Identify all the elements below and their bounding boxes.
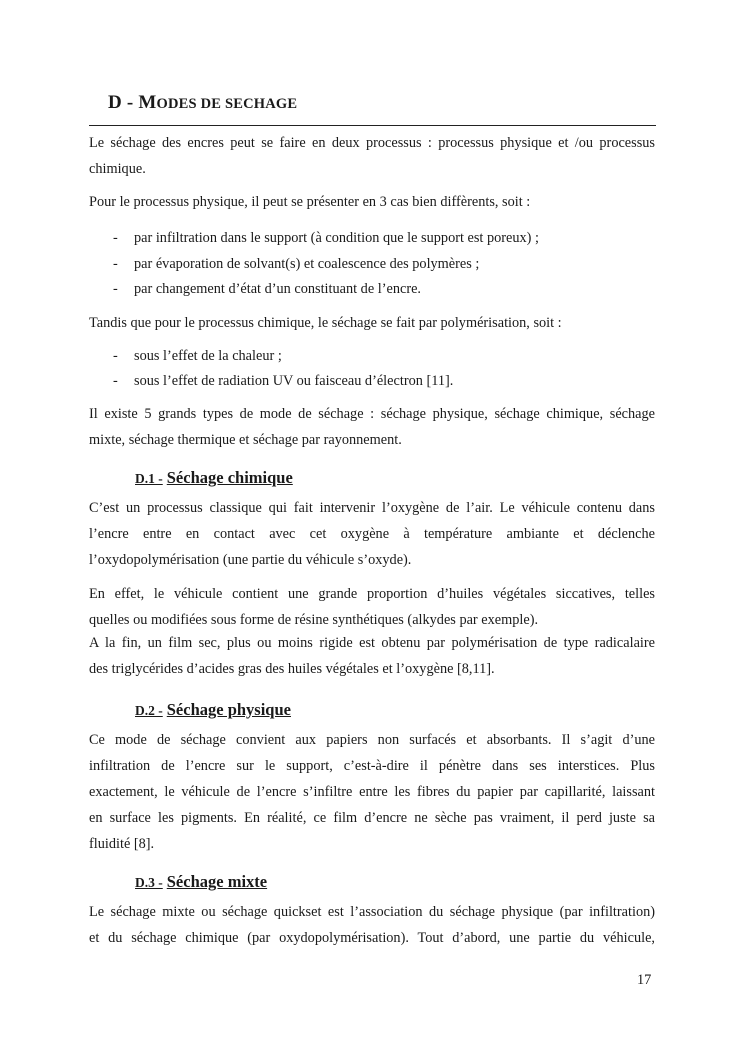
d2-line-4: en surface les pigments. En réalité, ce film d’encre ne sèche pas vraiment, il perd juste sa [89,810,655,826]
list-item: - sous l’effet de radiation UV ou faisceau d’électron [11]. [113,373,454,389]
d1-line-6: A la fin, un film sec, plus ou moins rigide est obtenu par polymérisation de type radicalaire [89,635,655,651]
subsection-heading-d3 [135,872,267,892]
d1-line-7: des triglycérides d’acides gras des huiles végétales et l’oxygène [8,11]. [89,661,495,677]
d1-line-4: En effet, le véhicule contient une grande proportion d’huiles végétales siccatives, telles [89,586,655,602]
subsection-heading-d1 [135,468,293,488]
list-item: - sous l’effet de la chaleur ; [113,348,282,364]
list-item: - par évaporation de solvant(s) et coalescence des polymères ; [113,256,480,272]
d2-line-3: exactement, le véhicule de l’encre s’infiltre entre les fibres du papier par capillarité, laissant [89,784,655,800]
intro-line-1: Le séchage des encres peut se faire en deux processus : processus physique et /ou processus [89,135,655,151]
types-line-1: Il existe 5 grands types de mode de séchage : séchage physique, séchage chimique, séchage [89,406,655,422]
section-title [108,92,297,114]
d1-line-2: l’encre entre en contact avec cet oxygène à température ambiante et déclenche [89,526,655,542]
d2-line-5: fluidité [8]. [89,836,155,852]
d2-line-2: infiltration de l’encre sur le support, c’est-à-dire il pénètre dans ses interstices. Plus [89,758,655,774]
section-letter: D - [108,92,134,113]
title-underline [89,125,656,126]
physique-intro: Pour le processus physique, il peut se présenter en 3 cas bien diffèrents, soit : [89,194,531,210]
types-line-2: mixte, séchage thermique et séchage par rayonnement. [89,432,402,448]
d1-line-1: C’est un processus classique qui fait intervenir l’oxygène de l’air. Le véhicule contenu dans [89,500,655,516]
intro-line-2: chimique. [89,161,146,177]
d2-line-1: Ce mode de séchage convient aux papiers non surfacés et absorbants. Il s’agit d’une [89,732,655,748]
d1-line-3: l’oxydopolymérisation (une partie du véhicule s’oxyde). [89,552,412,568]
list-item: - par infiltration dans le support (à condition que le support est poreux) ; [113,230,539,246]
subsection-title: Séchage physique [166,700,291,719]
page-number: 17 [637,972,652,988]
d1-line-5: quelles ou modifiées sous forme de résine synthétiques (alkydes par exemple). [89,612,539,628]
d3-line-1: Le séchage mixte ou séchage quickset est l’association du séchage physique (par infiltration) [89,904,655,920]
section-title-initial: M [138,92,157,113]
list-item: - par changement d’état d’un constituant de l’encre. [113,281,422,297]
section-title-rest: ODES DE SECHAGE [156,96,298,112]
subsection-number: D.2 - [135,703,163,718]
subsection-heading-d2 [135,700,291,720]
chimique-intro: Tandis que pour le processus chimique, le séchage se fait par polymérisation, soit : [89,315,562,331]
subsection-number: D.1 - [135,471,163,486]
d3-line-2: et du séchage chimique (par oxydopolymérisation). Tout d’abord, une partie du véhicule, [89,930,655,946]
subsection-title: Séchage mixte [166,872,268,891]
subsection-number: D.3 - [135,875,163,890]
subsection-title: Séchage chimique [166,468,293,487]
